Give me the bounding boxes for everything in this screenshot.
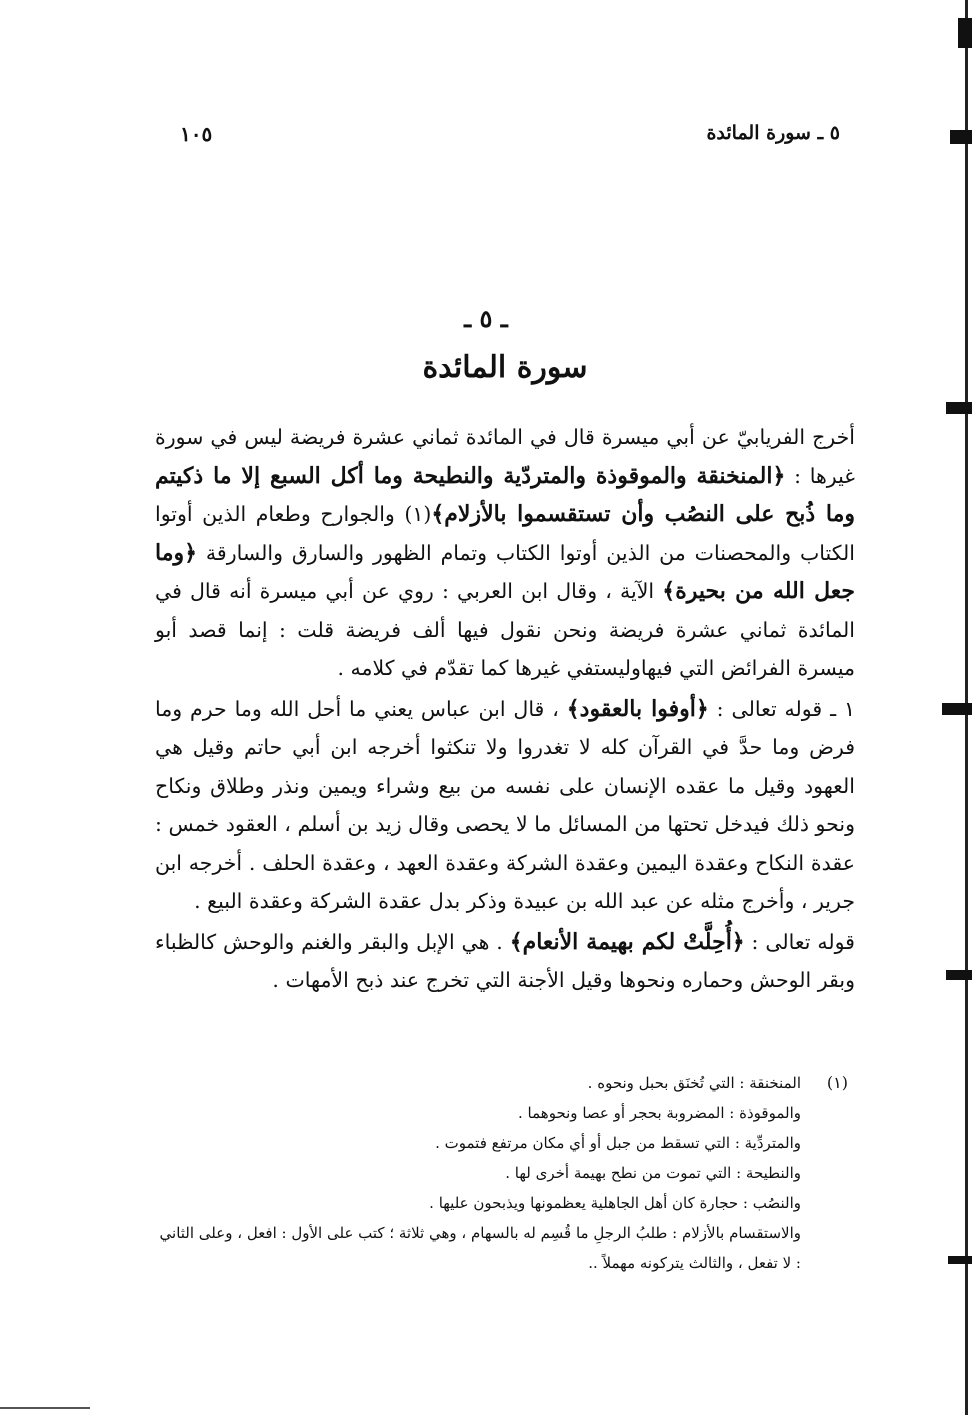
- footnote-line: والاستقسام بالأزلام : طلبُ الرجلِ ما قُسِم له بالسهام ، وهي ثلاثة ؛ كتب على الأول : افعل ، وعلى الثاني : لا تفعل ، والثالث يتركونه مهملاً ..: [159, 1224, 801, 1272]
- footnote-line: والنصُب : حجارة كان أهل الجاهلية يعظمونها ويذبحون عليها .: [429, 1194, 801, 1212]
- footnote-line: المنخنقة : التي تُخنَق بحبل ونحوه .: [587, 1074, 801, 1092]
- footnote: [155, 1068, 848, 1278]
- text-run: . هي الإبل والبقر والغنم والوحش كالظباء وبقر الوحش وحماره ونحوها وقيل الأجنة التي تخرج عند ذبح الأمهات .: [155, 929, 855, 992]
- running-header: [150, 118, 840, 154]
- scan-edge-mark: [950, 130, 972, 144]
- scan-edge-mark: [948, 1256, 972, 1264]
- text-run: ١ ـ قوله تعالى :: [708, 696, 856, 721]
- footnote-line: والنطيحة : التي تموت من نطح بهيمة أخرى لها .: [505, 1164, 801, 1182]
- footnote-line: والموقوذة : المضروبة بحجر أو عصا ونحوهما .: [518, 1104, 801, 1122]
- text-run: أخرج الفريابيّ عن أبي ميسرة قال في المائدة ثماني عشرة فريضة ليس في سورة غيرها :: [155, 425, 855, 488]
- chapter-title: سورة المائدة: [422, 350, 588, 385]
- footnotes: [155, 1068, 848, 1278]
- quran-quote: ﴿أُحِلَّتْ لكم بهيمة الأنعام﴾: [509, 928, 745, 955]
- paragraph: [155, 418, 855, 688]
- scan-edge-bottom: [0, 1407, 90, 1409]
- header-chapter-title: ٥ ـ سورة المائدة: [706, 122, 840, 144]
- text-run: قوله تعالى :: [744, 929, 855, 954]
- scan-edge-mark: [946, 402, 972, 414]
- paragraph: [155, 690, 855, 921]
- footnote-line: والمتردِّية : التي تسقط من جبل أو أي مكان مرتفع فتموت .: [435, 1134, 801, 1152]
- quran-quote: ﴿أوفوا بالعقود﴾: [566, 695, 709, 722]
- text-run: الآية ، وقال ابن العربي : روي عن أبي ميسرة أنه قال في المائدة ثماني عشرة فريضة ونحن نقول فيها ألف فريضة قلت : إنما قصد أبو ميسرة الفرائض التي فيهاوليستفي غيرها كما تقدّم في كلامه .: [155, 579, 855, 680]
- quran-quote: ﴿المنخنقة والموقوذة والمتردّية والنطيحة وما أكل السبع إلا ما ذكيتم وما ذُبح على النصُب وأن تستقسموا بالأزلام﴾: [155, 462, 856, 527]
- paragraph: [155, 923, 855, 1000]
- page-number: ١٠٥: [180, 122, 213, 146]
- scan-edge-mark: [946, 970, 972, 980]
- quran-quote: ﴿وما جعل الله من بحيرة﴾: [155, 539, 856, 604]
- footnote-number: (١): [826, 1073, 848, 1092]
- chapter-number: ـ ٥ ـ: [464, 304, 508, 333]
- main-text: [155, 418, 855, 1000]
- scan-edge-mark: [958, 18, 972, 48]
- text-run: ، قال ابن عباس يعني ما أحل الله وما حرم وما فرض وما حدَّ في القرآن كله لا تغدروا ولا تنكثوا أخرجه ابن أبي حاتم وقيل هي العهود وقيل ما عقده الإنسان على نفسه من بيع وشراء ويمين ونذر وطلاق ونكاح ونحو ذلك فيدخل تحتها من المسائل ما لا يحصى وقال زيد بن أسلم ، العقود خمس : عقدة النكاح وعقدة اليمين وعقدة الشركة وعقدة العهد ، وعقدة الحلف . أخرجه ابن جرير ، وأخرج مثله عن عبد الله بن عبيدة وذكر بدل عقدة الشركة وعقدة البيع .: [155, 696, 855, 913]
- scan-edge-mark: [942, 703, 972, 715]
- text-run: (١) والجوارح وطعام الذين أوتوا الكتاب والمحصنات من الذين أوتوا الكتاب وتمام الظهور والسارق والسارقة: [155, 502, 855, 565]
